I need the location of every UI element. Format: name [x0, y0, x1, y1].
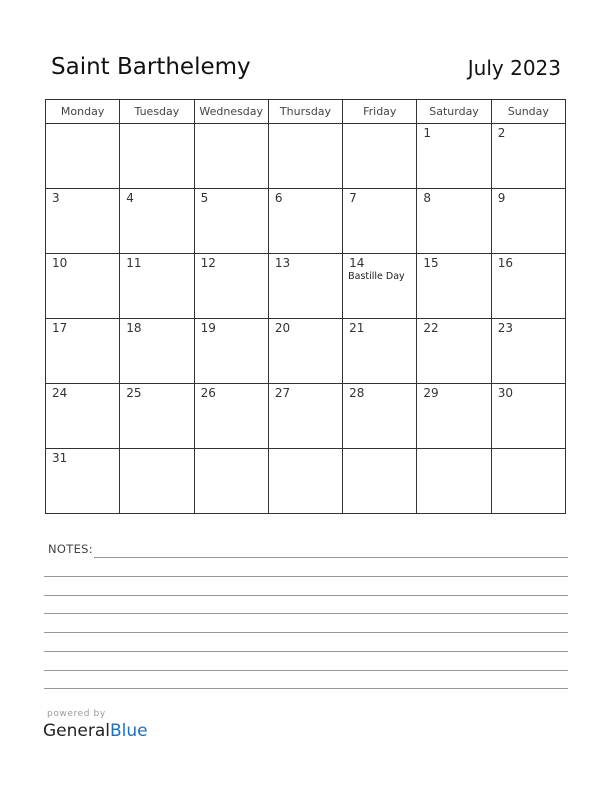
calendar-title: Saint Barthelemy: [51, 54, 251, 80]
weekday-header: Friday: [343, 100, 417, 124]
note-line: [44, 632, 568, 633]
day-number: 28: [349, 386, 365, 400]
week-row: [46, 124, 566, 189]
day-number: 16: [497, 256, 513, 270]
day-number: 20: [274, 321, 291, 335]
week-row: [46, 254, 566, 319]
day-number: 4: [126, 191, 134, 205]
weekday-header-row: [46, 100, 566, 124]
day-number: 8: [423, 191, 432, 205]
brand-name-part2: Blue: [110, 721, 148, 741]
day-cell: [194, 449, 268, 514]
day-number: 27: [274, 386, 291, 400]
day-cell: [46, 449, 120, 514]
day-cell: [120, 449, 194, 514]
day-cell: [268, 254, 342, 319]
day-number: 14: [349, 256, 365, 270]
day-cell: [46, 319, 120, 384]
day-cell: [194, 319, 268, 384]
day-cell: [194, 189, 268, 254]
day-cell: [491, 319, 565, 384]
day-cell: [491, 254, 565, 319]
day-cell: [120, 384, 194, 449]
day-cell: [491, 189, 565, 254]
day-number: 29: [423, 386, 439, 400]
day-cell: [417, 384, 491, 449]
day-number: 24: [52, 386, 68, 400]
day-number: 11: [126, 256, 142, 270]
day-cell: [46, 384, 120, 449]
week-row: [46, 189, 566, 254]
day-number: 3: [52, 191, 60, 205]
day-number: 19: [200, 321, 216, 335]
weekday-header: Wednesday: [194, 100, 268, 124]
day-number: 7: [349, 191, 357, 205]
day-number: 26: [200, 386, 216, 400]
week-row: [46, 319, 566, 384]
day-number: 12: [200, 256, 216, 270]
day-cell: [120, 254, 194, 319]
note-line: [44, 613, 568, 614]
day-cell: [343, 254, 417, 319]
day-number: 23: [497, 321, 513, 335]
weekday-header: Monday: [46, 100, 120, 124]
day-cell: [417, 319, 491, 384]
day-cell: [268, 384, 342, 449]
day-number: 6: [274, 191, 283, 205]
day-cell: [417, 449, 491, 514]
weekday-header: Saturday: [417, 100, 491, 124]
day-number: 2: [497, 126, 506, 140]
powered-by-label: powered by: [47, 709, 106, 719]
day-cell: [343, 124, 417, 189]
day-cell: [268, 449, 342, 514]
day-cell: [194, 124, 268, 189]
day-cell: [194, 384, 268, 449]
day-cell: [46, 189, 120, 254]
note-line: [44, 670, 568, 671]
day-cell: [46, 124, 120, 189]
holiday-label: Bastille Day: [348, 271, 405, 282]
day-number: 31: [52, 451, 68, 465]
day-cell: [120, 319, 194, 384]
weekday-header: Sunday: [491, 100, 565, 124]
note-line: [44, 651, 568, 652]
day-cell: [491, 384, 565, 449]
day-cell: [417, 254, 491, 319]
day-cell: [491, 124, 565, 189]
notes-label: NOTES:: [48, 542, 93, 556]
day-number: 10: [52, 256, 68, 270]
day-cell: [343, 384, 417, 449]
day-number: 21: [349, 321, 365, 335]
note-line: [94, 557, 568, 558]
calendar-month: July 2023: [467, 56, 561, 80]
day-number: 1: [423, 126, 432, 140]
day-number: 15: [423, 256, 439, 270]
weekday-header: Tuesday: [120, 100, 194, 124]
day-number: 30: [497, 386, 513, 400]
day-cell: [268, 124, 342, 189]
day-number: 18: [126, 321, 142, 335]
day-cell: [343, 449, 417, 514]
day-cell: [491, 449, 565, 514]
note-line: [44, 595, 568, 596]
day-cell: [343, 319, 417, 384]
day-number: 22: [423, 321, 439, 335]
calendar-grid: [45, 99, 566, 514]
brand-logo: [43, 721, 148, 741]
note-line: [44, 688, 568, 689]
day-cell: [268, 319, 342, 384]
day-number: 5: [200, 191, 209, 205]
day-cell: [120, 124, 194, 189]
day-cell: [417, 189, 491, 254]
day-cell: [194, 254, 268, 319]
weekday-header: Thursday: [268, 100, 342, 124]
day-cell: [268, 189, 342, 254]
day-number: 9: [497, 191, 506, 205]
week-row: [46, 449, 566, 514]
day-cell: [120, 189, 194, 254]
day-cell: [46, 254, 120, 319]
day-number: 13: [274, 256, 291, 270]
note-line: [44, 576, 568, 577]
week-row: [46, 384, 566, 449]
day-cell: [417, 124, 491, 189]
day-cell: [343, 189, 417, 254]
day-number: 25: [126, 386, 142, 400]
brand-name-part1: General: [43, 721, 110, 741]
day-number: 17: [52, 321, 68, 335]
